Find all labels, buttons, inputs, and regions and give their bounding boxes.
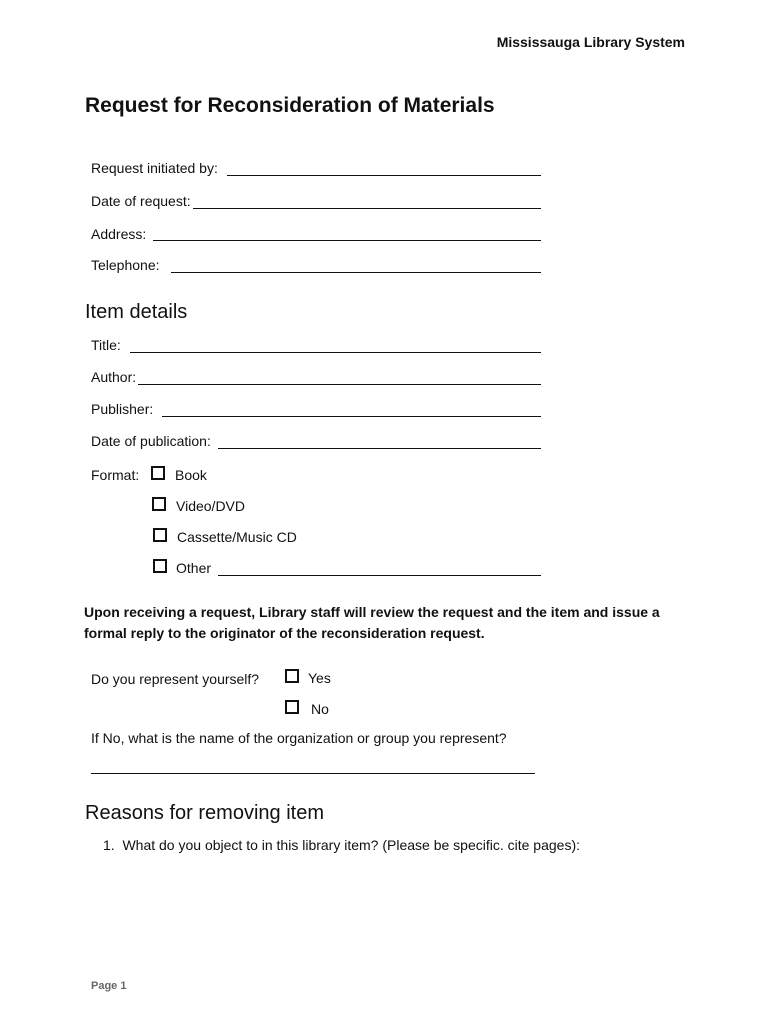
author-label: Author:: [91, 369, 137, 385]
format-video-label: Video/DVD: [176, 498, 246, 514]
telephone-label: Telephone:: [91, 257, 160, 273]
date-of-publication-field[interactable]: [218, 448, 541, 449]
address-label: Address:: [91, 226, 147, 242]
title-label: Title:: [91, 337, 121, 353]
address-field[interactable]: [153, 240, 541, 241]
format-book-label: Book: [175, 467, 207, 483]
page-number: Page 1: [91, 980, 127, 992]
title-field[interactable]: [130, 352, 541, 353]
reasons-heading: Reasons for removing item: [85, 802, 324, 824]
represent-no-label: No: [311, 701, 329, 717]
reason-question-1: 1. What do you object to in this library item? (Please be specific. cite pages):: [103, 837, 581, 853]
represent-question: Do you represent yourself?: [91, 671, 260, 687]
initiated-by-label: Request initiated by:: [91, 160, 218, 176]
organization-field[interactable]: [91, 773, 535, 774]
item-details-heading: Item details: [85, 301, 188, 323]
date-of-request-label: Date of request:: [91, 193, 191, 209]
review-notice: Upon receiving a request, Library staff will review the request and the item and issue a formal reply to the originator of the reconsideration request.: [84, 604, 660, 641]
publisher-label: Publisher:: [91, 401, 154, 417]
format-other-field[interactable]: [218, 575, 541, 576]
format-cassette-checkbox[interactable]: [153, 528, 167, 542]
format-video-checkbox[interactable]: [152, 497, 166, 511]
organization-question: If No, what is the name of the organization or group you represent?: [91, 730, 507, 746]
represent-yes-checkbox[interactable]: [285, 669, 299, 683]
form-title: Request for Reconsideration of Materials: [85, 94, 495, 117]
format-label: Format:: [91, 467, 140, 483]
initiated-by-field[interactable]: [227, 175, 541, 176]
represent-yes-label: Yes: [308, 670, 331, 686]
format-book-checkbox[interactable]: [151, 466, 165, 480]
date-of-request-field[interactable]: [193, 208, 541, 209]
org-name: Mississauga Library System: [496, 34, 685, 50]
represent-no-checkbox[interactable]: [285, 700, 299, 714]
publisher-field[interactable]: [162, 416, 541, 417]
format-other-checkbox[interactable]: [153, 559, 167, 573]
format-other-label: Other: [176, 560, 212, 576]
author-field[interactable]: [138, 384, 541, 385]
format-cassette-label: Cassette/Music CD: [177, 529, 297, 545]
telephone-field[interactable]: [171, 272, 541, 273]
date-of-publication-label: Date of publication:: [91, 433, 211, 449]
